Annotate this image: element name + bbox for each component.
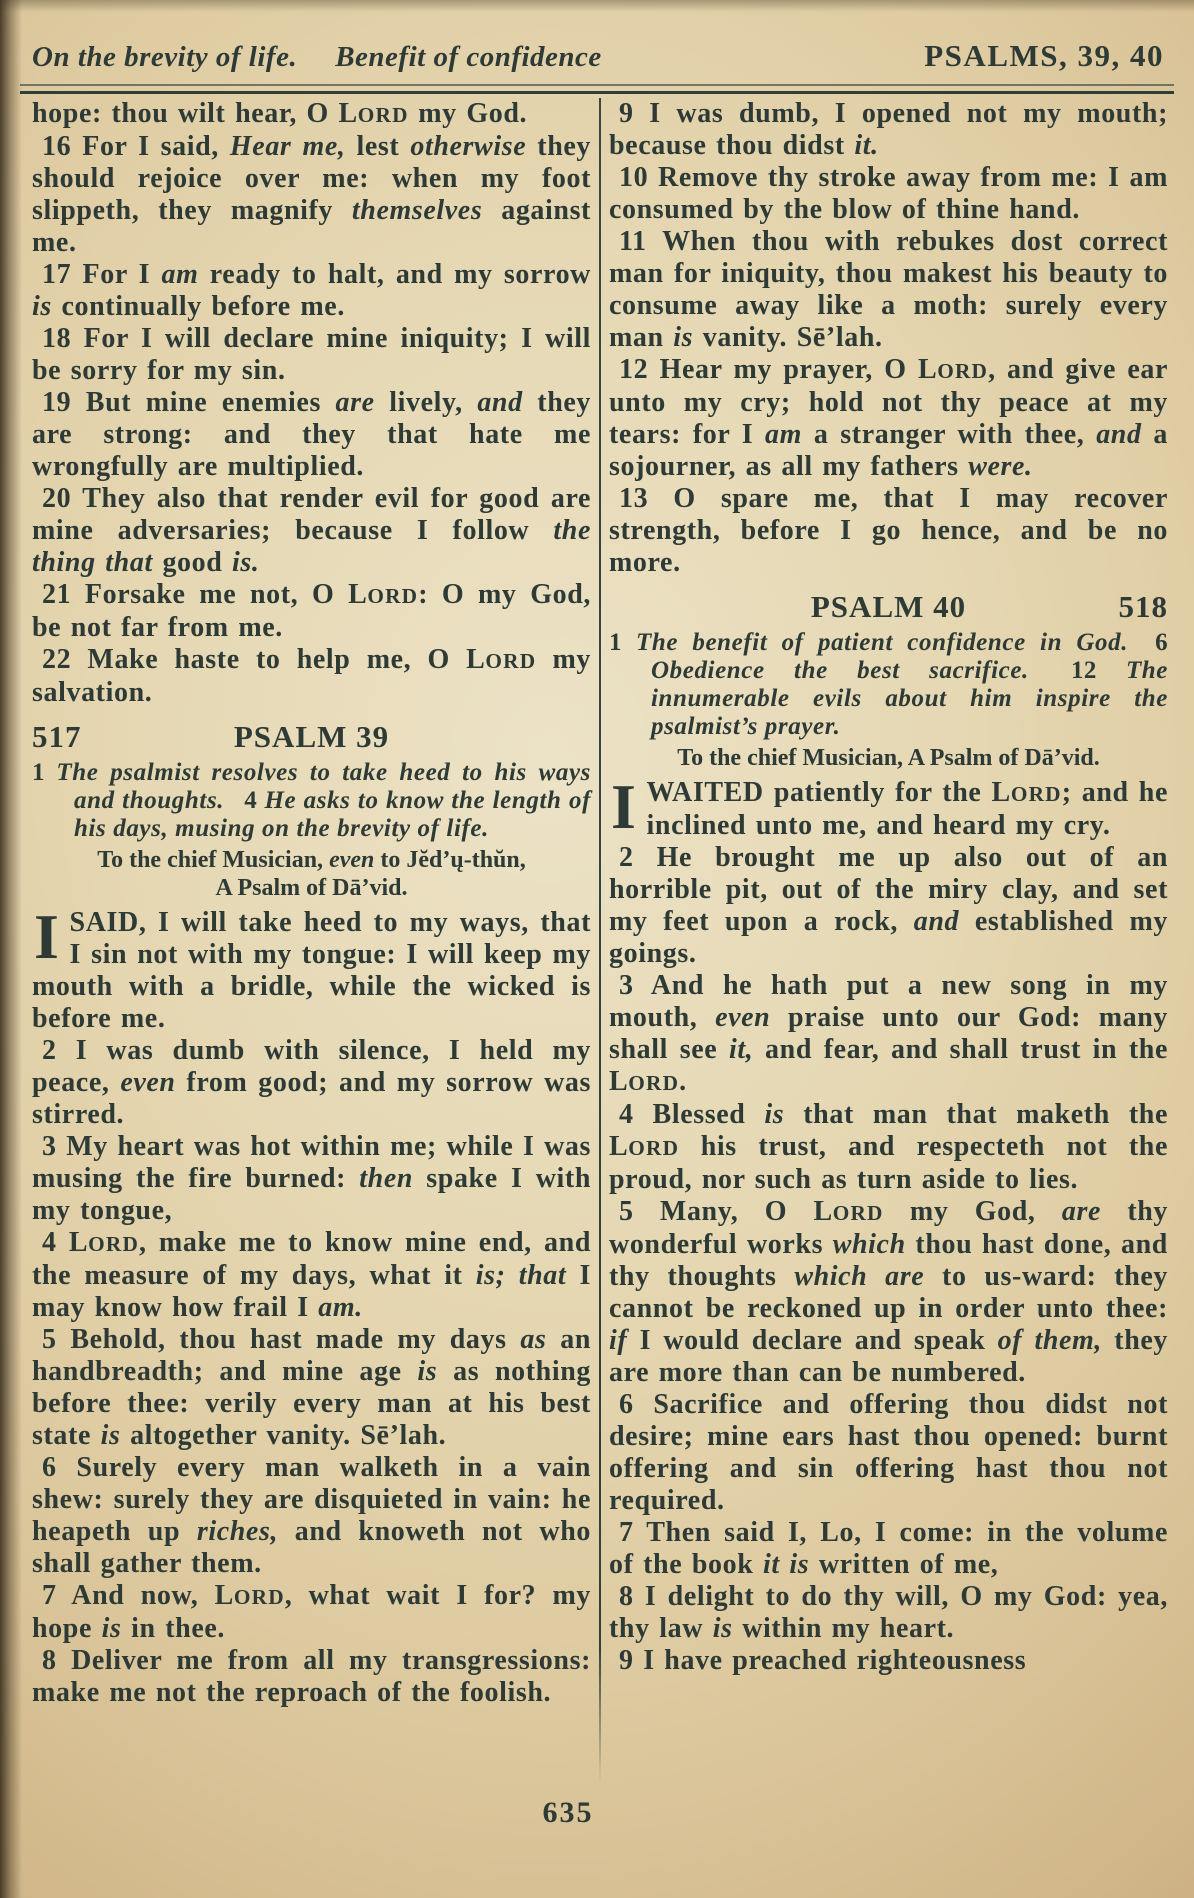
italic-segment: The benefit of patient confidence in God.: [636, 629, 1129, 656]
text-segment: 8 Deliver me from all my transgressions: make me not the reproach of the foolish.: [32, 1645, 591, 1708]
italic-segment: is: [32, 291, 52, 322]
italic-segment: Hear me,: [229, 131, 346, 162]
text-segment: 16 For I said,: [42, 131, 230, 162]
text-segment: 6 Sacrifice and offering thou didst not desire; mine ears hast thou opened: burnt offering and sin offering hast thou not required.: [609, 1389, 1168, 1516]
text-segment: 6 Surely every man walketh in a vain shew: surely they are disquieted in vain: he heapeth up: [32, 1452, 591, 1547]
text-segment: SAID, I will take heed to my ways, that I sin not with my tongue: I will keep my mouth with a bridle, while the wicked is before me.: [32, 907, 591, 1034]
italic-segment: otherwise: [410, 131, 527, 162]
text-segment: 1: [32, 759, 57, 786]
verse-paragraph: [32, 579, 591, 644]
text-segment: good: [152, 547, 233, 578]
text-segment: to Jĕd’ų-thŭn,: [374, 847, 526, 873]
page-title: PSALMS, 39, 40: [924, 38, 1164, 73]
drop-cap: I: [34, 901, 60, 972]
italic-segment: it,: [728, 1034, 754, 1065]
text-segment: lively,: [374, 387, 478, 418]
italic-segment: then: [359, 1163, 414, 1194]
inscription-line: [32, 846, 591, 874]
text-segment: my salvation.: [32, 644, 592, 708]
text-segment: 17 For I: [42, 259, 162, 290]
text-segment: 4: [42, 1227, 69, 1258]
text-segment: : O my God, be not far from me.: [32, 579, 591, 643]
text-segment: 7 Then said I, Lo, I come: in the volume of the book: [609, 1517, 1168, 1580]
italic-segment: is: [101, 1613, 122, 1644]
text-segment: my God.: [408, 98, 528, 129]
italic-segment: and: [913, 906, 960, 937]
verse-paragraph: [609, 226, 1168, 354]
verse-paragraph: [609, 1645, 1168, 1677]
italic-segment: He asks to know the length of his days, musing on the brevity of life.: [74, 787, 591, 842]
italic-segment: is: [764, 1099, 785, 1130]
running-head: [32, 38, 1164, 74]
psalm-serial-number: 517: [32, 719, 82, 754]
verse-paragraph: [32, 1227, 591, 1324]
italic-segment: even: [329, 847, 375, 873]
italic-segment: am.: [318, 1292, 363, 1323]
italic-segment: The innumerable evils about him inspire the psalmist’s prayer.: [651, 657, 1169, 740]
text-segment: ; and he inclined unto me, and heard my cry.: [646, 777, 1168, 841]
text-segment: , and give ear unto my cry; hold not thy peace at my tears: for I: [609, 354, 1168, 450]
text-segment: 9 I have preached righteousness: [619, 1645, 1027, 1676]
text-segment: 21 Forsake me not, O: [42, 579, 349, 610]
text-segment: I would declare and speak: [627, 1325, 998, 1356]
verse-paragraph: [609, 98, 1168, 162]
verse-paragraph: [32, 1131, 591, 1227]
psalm-inscription: [32, 846, 591, 902]
text-segment: that man that maketh the: [784, 1099, 1168, 1130]
italic-segment: which: [832, 1229, 906, 1260]
text-segment: from good; and my sorrow was stirred.: [32, 1067, 591, 1130]
text-segment: 7 And now,: [42, 1580, 215, 1611]
italic-segment: themselves: [351, 195, 483, 226]
verse-paragraph: [32, 131, 591, 259]
text-segment: praise unto our God: many shall see: [609, 1002, 1168, 1065]
verse-paragraph: [609, 842, 1168, 970]
text-segment: lest: [345, 131, 411, 162]
verse-paragraph: [609, 1389, 1168, 1517]
text-segment: thou hast done, and thy thoughts: [609, 1229, 1168, 1292]
italic-segment: it is: [763, 1549, 810, 1580]
text-segment: 4: [224, 787, 265, 814]
verse-paragraph: [609, 162, 1168, 226]
divine-name-smallcaps: LORD: [466, 644, 537, 675]
divine-name-smallcaps: LORD: [214, 1580, 285, 1611]
italic-segment: were.: [968, 451, 1033, 482]
divine-name-smallcaps: LORD: [991, 777, 1062, 808]
page-number: 635: [542, 1796, 594, 1829]
verse-paragraph: [609, 970, 1168, 1099]
verse-paragraph-dropcap: [32, 901, 591, 1035]
italic-segment: and: [1096, 419, 1142, 450]
italic-segment: is: [100, 1420, 121, 1451]
inscription-line: [609, 744, 1168, 772]
text-segment: hope: thou wilt hear, O: [32, 98, 339, 129]
divine-name-smallcaps: LORD: [348, 579, 419, 610]
verse-paragraph: [609, 1099, 1168, 1196]
italic-segment: is; that: [475, 1260, 567, 1291]
inscription-line: [32, 874, 591, 902]
column-divider: [599, 98, 601, 1783]
running-head-left-note: On the brevity of life.: [32, 41, 298, 73]
italic-segment: am: [765, 419, 803, 450]
text-segment: .: [679, 1066, 687, 1097]
verse-paragraph: [609, 1196, 1168, 1389]
text-segment: I may know how frail I: [32, 1260, 591, 1323]
text-segment: vanity. Sē’lah.: [693, 322, 883, 353]
verse-paragraph: [32, 1035, 591, 1131]
text-segment: 18 For I will declare mine iniquity; I will be sorry for my sin.: [32, 323, 591, 386]
text-segment: written of me,: [809, 1549, 999, 1580]
text-segment: they should rejoice over me: when my foot slippeth, they magnify: [32, 131, 591, 226]
italic-segment: it.: [854, 130, 879, 161]
text-segment: 20 They also that render evil for good are mine adversaries; because I follow: [32, 483, 591, 546]
text-segment: To the chief Musician, A Psalm of Dā’vid.: [677, 745, 1100, 771]
text-columns: [32, 98, 1168, 1783]
psalm-heading-title: PSALM 39: [233, 719, 390, 754]
verse-paragraph: [609, 1517, 1168, 1581]
text-segment: to us-ward: they cannot be reckoned up in order unto thee:: [609, 1261, 1168, 1324]
text-segment: a sojourner, as all my fathers: [609, 419, 1168, 482]
text-segment: 1: [609, 629, 636, 656]
italic-segment: is: [417, 1356, 438, 1387]
italic-segment: of them,: [997, 1325, 1103, 1356]
italic-segment: even: [715, 1002, 771, 1033]
text-segment: 22 Make haste to help me, O: [42, 644, 467, 675]
text-segment: 12: [1028, 657, 1126, 684]
psalm-serial-number: 518: [1118, 589, 1168, 624]
text-segment: my God,: [883, 1196, 1062, 1227]
psalm-summary: [609, 629, 1168, 741]
psalm-inscription: [609, 744, 1168, 772]
italic-segment: are: [335, 387, 375, 418]
text-segment: 3 And he hath put a new song in my mouth,: [609, 970, 1168, 1033]
text-segment: and fear, and shall trust in the: [753, 1034, 1168, 1065]
verse-paragraph: [32, 483, 591, 579]
text-segment: 10 Remove thy stroke away from me: I am consumed by the blow of thine hand.: [609, 162, 1168, 225]
text-segment: 3 My heart was hot within me; while I was musing the fire burned:: [32, 1131, 591, 1194]
verse-paragraph: [32, 387, 591, 483]
text-segment: , make me to know mine end, and the measure of my days, what it: [32, 1227, 592, 1291]
italic-segment: as: [520, 1324, 547, 1355]
divine-name-smallcaps: LORD: [609, 1131, 680, 1162]
header-rule: [20, 84, 1174, 94]
verse-paragraph: [32, 1324, 591, 1452]
text-segment: 9 I was dumb, I opened not my mouth; because thou didst: [609, 98, 1168, 161]
psalm-heading-title: PSALM 40: [810, 589, 967, 624]
page-top-shadow: [0, 0, 1194, 12]
text-segment: 5 Many, O: [619, 1196, 814, 1227]
text-segment: ready to halt, and my sorrow: [198, 259, 591, 290]
text-segment: within my heart.: [732, 1613, 955, 1644]
text-segment: 6: [1128, 629, 1168, 656]
divine-name-smallcaps: LORD: [917, 354, 989, 385]
text-segment: 2 I was dumb with silence, I held my peace,: [32, 1035, 591, 1098]
text-segment: as nothing before thee: verily every man at his best state: [32, 1356, 591, 1451]
text-segment: 19 But mine enemies: [42, 387, 336, 418]
text-segment: spake I with my tongue,: [32, 1163, 591, 1226]
divine-name-smallcaps: LORD: [609, 1066, 680, 1097]
verse-paragraph-dropcap: [609, 771, 1168, 842]
verse-paragraph: [32, 1645, 591, 1709]
italic-segment: is: [712, 1613, 733, 1644]
text-segment: 5 Behold, thou hast made my days: [42, 1324, 521, 1355]
text-segment: a stranger with thee,: [802, 419, 1097, 450]
italic-segment: riches,: [196, 1516, 279, 1547]
text-segment: against me.: [32, 195, 591, 258]
text-segment: they are strong: and they that hate me wrongfully are multiplied.: [32, 387, 592, 482]
text-segment: 8 I delight to do thy will, O my God: yea, thy law: [609, 1581, 1168, 1644]
text-segment: 2 He brought me up also out of an horrible pit, out of the miry clay, and set my feet upon a rock,: [609, 842, 1168, 937]
verse-paragraph: [32, 323, 591, 387]
psalm-heading: [609, 588, 1168, 626]
italic-segment: and: [477, 387, 523, 418]
verse-paragraph: [32, 259, 591, 323]
text-segment: To the chief Musician,: [97, 847, 330, 873]
verse-paragraph: [609, 354, 1168, 483]
italic-segment: if: [609, 1325, 628, 1356]
text-segment: his trust, and respecteth not the proud, nor such as turn aside to lies.: [609, 1131, 1168, 1195]
italic-segment: Obedience the best sacrifice.: [651, 657, 1029, 684]
italic-segment: even: [120, 1067, 176, 1098]
divine-name-smallcaps: LORD: [813, 1196, 884, 1227]
running-head-center-note: Benefit of confidence: [335, 41, 602, 73]
text-segment: altogether vanity. Sē’lah.: [120, 1420, 447, 1451]
italic-segment: is.: [232, 547, 260, 578]
italic-segment: am: [161, 259, 199, 290]
left-column: [32, 98, 591, 1783]
text-segment: and knoweth not who shall gather them.: [32, 1516, 591, 1579]
psalm-summary: [32, 759, 591, 843]
verse-paragraph: [32, 644, 591, 709]
text-segment: thy wonderful works: [609, 1196, 1169, 1260]
text-segment: 12 Hear my prayer, O: [619, 354, 918, 385]
text-segment: established my goings.: [609, 906, 1168, 969]
verse-paragraph: [609, 1581, 1168, 1645]
italic-segment: which are: [794, 1261, 925, 1292]
divine-name-smallcaps: LORD: [68, 1227, 140, 1258]
verse-paragraph: [609, 483, 1168, 579]
text-segment: , what wait I for? my hope: [32, 1580, 591, 1644]
text-segment: in thee.: [121, 1613, 225, 1644]
verse-paragraph: [32, 1452, 591, 1580]
drop-cap: I: [611, 771, 637, 842]
italic-segment: the thing that: [32, 515, 591, 578]
psalm-heading: [32, 718, 591, 756]
italic-segment: is: [673, 322, 694, 353]
text-segment: continually before me.: [51, 291, 345, 322]
verse-paragraph: [32, 1580, 591, 1645]
text-segment: 4 Blessed: [619, 1099, 765, 1130]
italic-segment: are: [1061, 1196, 1101, 1227]
text-segment: A Psalm of Dā’vid.: [215, 875, 408, 901]
text-segment: they are more than can be numbered.: [609, 1325, 1168, 1388]
right-column: [609, 98, 1168, 1783]
verse-continuation: [32, 98, 591, 131]
text-segment: WAITED patiently for the: [646, 777, 992, 808]
divine-name-smallcaps: LORD: [338, 98, 409, 129]
text-segment: 13 O spare me, that I may recover strength, before I go hence, and be no more.: [609, 483, 1168, 578]
italic-segment: The psalmist resolves to take heed to his ways and thoughts.: [56, 759, 591, 814]
text-segment: an handbreadth; and mine age: [32, 1324, 591, 1387]
book-gutter-shadow: [0, 0, 22, 1898]
text-segment: 11 When thou with rebukes dost correct man for iniquity, thou makest his beauty to consume away like a moth: surely every man: [609, 226, 1168, 353]
